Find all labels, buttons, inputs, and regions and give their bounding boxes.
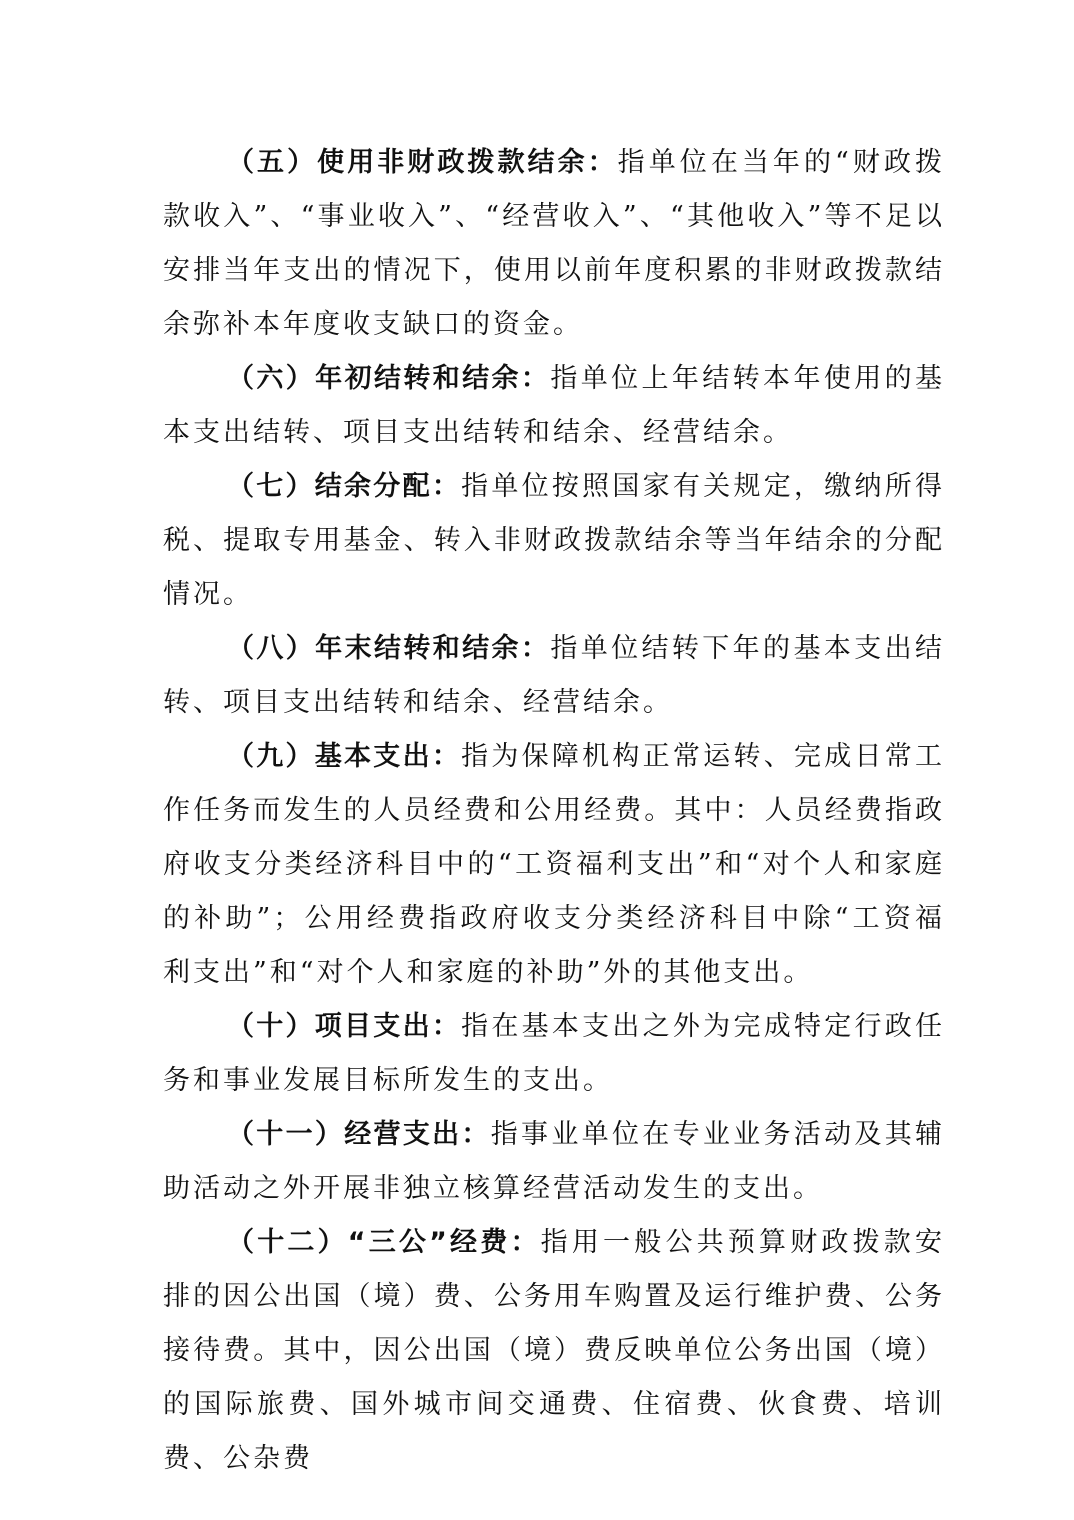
document-body — [163, 136, 945, 1486]
paragraph-term: （五）使用非财政拨款结余： — [227, 147, 618, 178]
paragraph-term: （七）结余分配： — [227, 471, 462, 502]
paragraph-text: 指事业单位在专业业务活动及其辅助活动之外开展非独立核算经营活动发生的支出。 — [163, 1119, 946, 1204]
paragraph-7 — [163, 460, 945, 622]
paragraph-5 — [163, 136, 945, 352]
paragraph-11 — [163, 1108, 945, 1216]
paragraph-text: 指单位结转下年的基本支出结转、项目支出结转和结余、经营结余。 — [163, 633, 946, 718]
paragraph-term: （十二）“三公”经费： — [227, 1227, 541, 1258]
paragraph-8 — [163, 622, 945, 730]
paragraph-term: （十一）经营支出： — [227, 1119, 491, 1150]
paragraph-text: 指单位上年结转本年使用的基本支出结转、项目支出结转和结余、经营结余。 — [163, 363, 946, 448]
paragraph-6 — [163, 352, 945, 460]
paragraph-10 — [163, 1000, 945, 1108]
paragraph-text: 指单位在当年的“财政拨款收入”、“事业收入”、“经营收入”、“其他收入”等不足以安排当年支出的情况下，使用以前年度积累的非财政拨款结余弥补本年度收支缺口的资金。 — [163, 147, 945, 340]
paragraph-term: （九）基本支出： — [227, 741, 462, 772]
paragraph-text: 指在基本支出之外为完成特定行政任务和事业发展目标所发生的支出。 — [163, 1011, 946, 1096]
paragraph-term: （六）年初结转和结余： — [227, 363, 551, 394]
paragraph-term: （八）年末结转和结余： — [227, 633, 551, 664]
paragraph-9 — [163, 730, 945, 1000]
paragraph-term: （十）项目支出： — [227, 1011, 462, 1042]
paragraph-text: 指用一般公共预算财政拨款安排的因公出国（境）费、公务用车购置及运行维护费、公务接待费。其中，因公出国（境）费反映单位公务出国（境）的国际旅费、国外城市间交通费、住宿费、伙食费、培训费、公杂费 — [163, 1227, 946, 1474]
paragraph-text: 指单位按照国家有关规定，缴纳所得税、提取专用基金、转入非财政拨款结余等当年结余的分配情况。 — [163, 471, 946, 610]
paragraph-12 — [163, 1216, 945, 1486]
paragraph-text: 指为保障机构正常运转、完成日常工作任务而发生的人员经费和公用经费。其中：人员经费指政府收支分类经济科目中的“工资福利支出”和“对个人和家庭的补助”；公用经费指政府收支分类经济科目中除“工资福利支出”和“对个人和家庭的补助”外的其他支出。 — [163, 741, 946, 988]
